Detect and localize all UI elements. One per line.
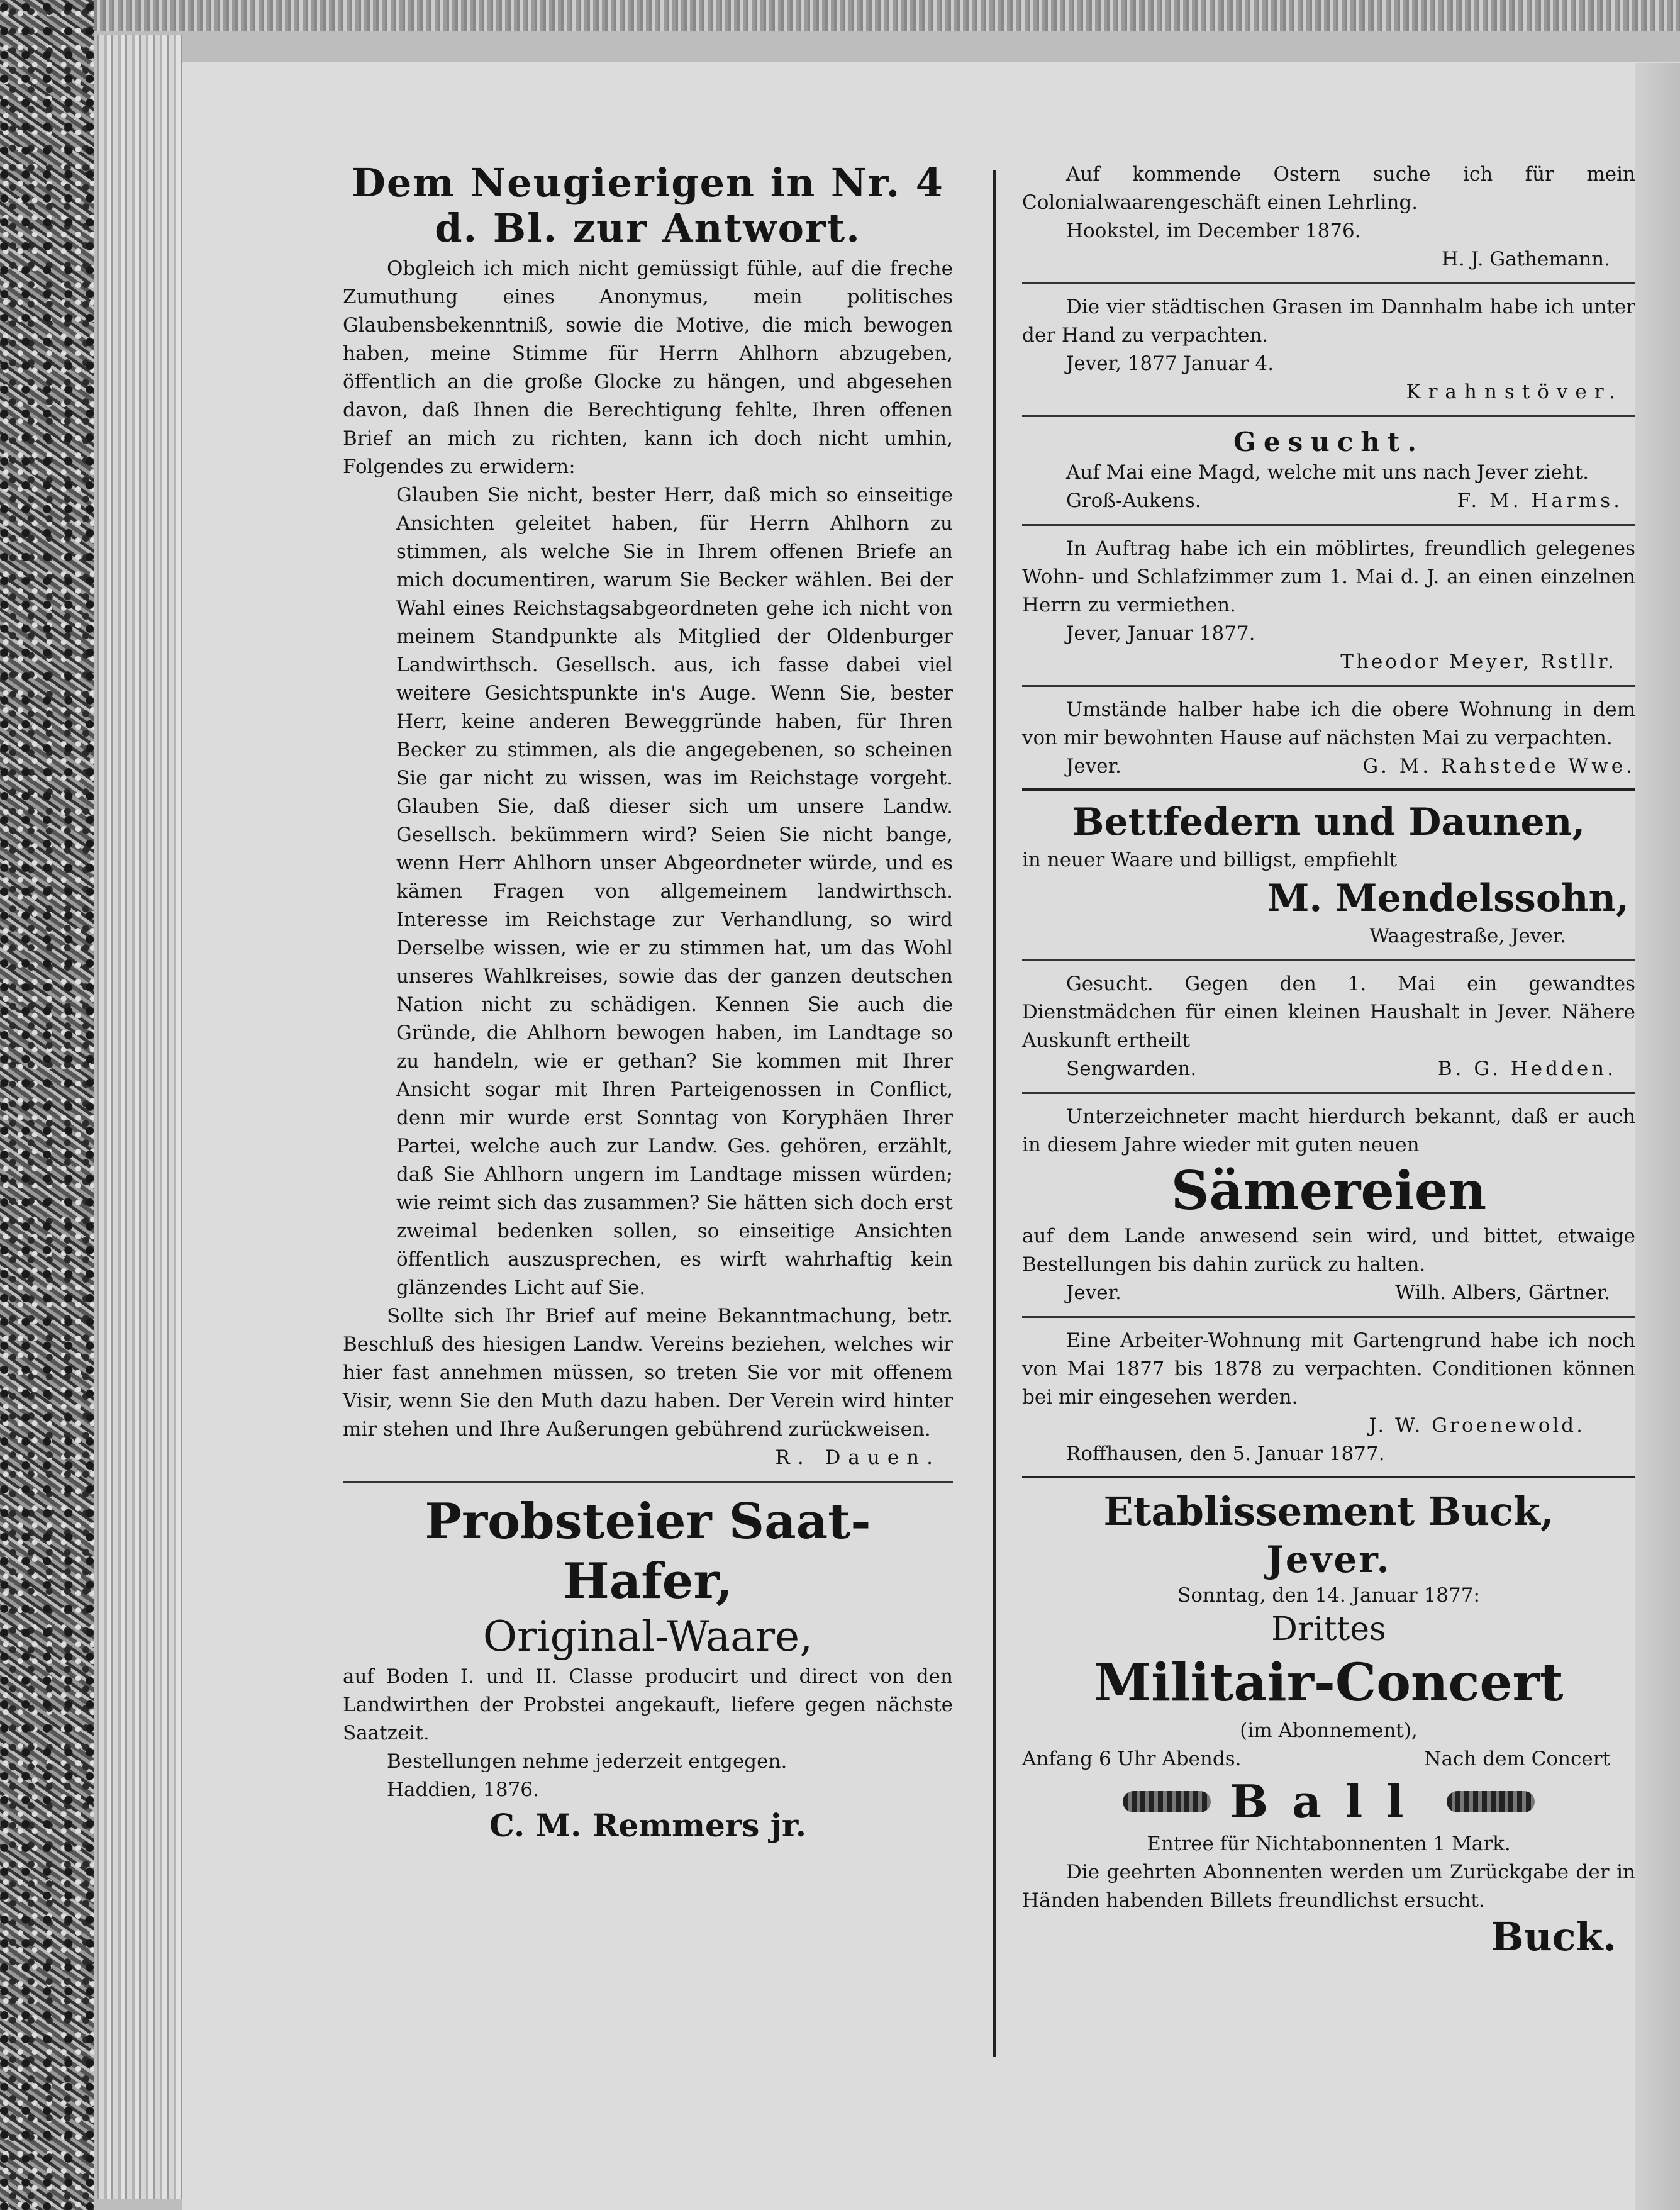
ad-worker-flat-place: Roffhausen, den 5. Januar 1877. <box>1066 1443 1385 1465</box>
divider <box>1022 415 1635 417</box>
ad-oats-orders: Bestellungen nehme jederzeit entgegen. <box>387 1750 787 1773</box>
ad-concert-subscription: (im Abonnement), <box>1240 1719 1418 1742</box>
ad-oats-title2: Hafer, <box>563 1553 733 1610</box>
ad-servant-signature: B. G. Hedden. <box>1437 1058 1616 1080</box>
ad-concert-ball-banner <box>1022 1773 1635 1830</box>
ad-servant-place: Sengwarden. <box>1066 1058 1197 1080</box>
ad-worker-flat-text: Eine Arbeiter-Wohnung mit Gartengrund habe ich noch von Mai 1877 bis 1878 zu verpachten. Conditionen können bei mir eingesehen werden. <box>1022 1329 1635 1409</box>
ad-flat-place: Jever. <box>1066 755 1121 778</box>
article-headline-line2: d. Bl. zur Antwort. <box>435 205 861 251</box>
ad-maid-signature: F. M. Harms. <box>1457 489 1623 512</box>
divider <box>1022 524 1635 526</box>
divider <box>1022 959 1635 961</box>
marbled-book-cover <box>0 0 94 2210</box>
ad-room <box>1022 535 1635 676</box>
article-closing: Sollte sich Ihr Brief auf meine Bekanntmachung, betr. Beschluß des hiesigen Landw. Vereins beziehen, welches wir hier fast annehmen müssen, so treten Sie vor mit offenem Visir, wenn Sie den Muth dazu haben. Der Verein wird hinter mir stehen und Ihre Außerungen gebührend zurückweisen. <box>343 1305 953 1441</box>
ad-concert <box>1022 1486 1635 1959</box>
ad-concert-note: Die geehrten Abonnenten werden um Zurückgabe der in Händen habenden Billets freundlichst ersucht. <box>1022 1861 1635 1912</box>
ad-seeds-intro: Unterzeichneter macht hierdurch bekannt, daß er auch in diesem Jahre wieder mit guten neuen <box>1022 1105 1635 1156</box>
ad-maid-place: Groß-Aukens. <box>1066 489 1201 512</box>
page-edges <box>97 35 182 2199</box>
ad-oats-text: auf Boden I. und II. Classe producirt und direct von den Landwirthen der Probstei angekauft, liefere gegen nächste Saatzeit. <box>343 1665 953 1744</box>
ad-concert-third: Drittes <box>1271 1610 1386 1648</box>
ad-seed-oats <box>343 1492 953 1847</box>
ad-oats-signature: C. M. Remmers jr. <box>489 1807 807 1844</box>
ad-meadows <box>1022 293 1635 406</box>
article-signature: R. Dauen. <box>775 1446 940 1469</box>
ad-apprentice-signature: H. J. Gathemann. <box>1441 248 1610 271</box>
ad-concert-after: Nach dem Concert <box>1424 1748 1610 1770</box>
ad-concert-signature: Buck. <box>1491 1914 1616 1960</box>
ad-flat-signature: G. M. Rahstede Wwe. <box>1362 755 1635 778</box>
ad-meadows-signature: Krahnstöver. <box>1406 381 1623 403</box>
ad-concert-town: Jever. <box>1266 1538 1391 1581</box>
ad-flat <box>1022 696 1635 781</box>
ad-feathers-text: in neuer Waare und billigst, empfiehlt <box>1022 849 1398 871</box>
ad-servant-text: Gesucht. Gegen den 1. Mai ein gewandtes Dienstmädchen für einen kleinen Haushalt in Jever. Nähere Auskunft ertheilt <box>1022 973 1635 1052</box>
right-column <box>1022 160 1635 1959</box>
ad-maid-title: Gesucht. <box>1233 427 1424 457</box>
ad-apprentice <box>1022 160 1635 274</box>
ad-feathers-title: Bettfedern und Daunen, <box>1072 800 1586 844</box>
ad-concert-entry: Entree für Nichtabonnenten 1 Mark. <box>1147 1833 1511 1855</box>
ad-worker-flat <box>1022 1327 1635 1468</box>
ad-seeds-signature: Wilh. Albers, Gärtner. <box>1395 1281 1610 1304</box>
ad-maid-text: Auf Mai eine Magd, welche mit uns nach Jever zieht. <box>1066 461 1589 484</box>
ad-concert-start: Anfang 6 Uhr Abends. <box>1022 1748 1242 1770</box>
ad-feathers <box>1022 798 1635 951</box>
ad-seeds-title: Sämereien <box>1171 1159 1487 1222</box>
ad-concert-date: Sonntag, den 14. Januar 1877: <box>1177 1584 1480 1607</box>
divider <box>1022 788 1635 791</box>
ad-concert-event: Militair-Concert <box>1094 1653 1564 1713</box>
ad-maid <box>1022 426 1635 515</box>
ad-worker-flat-signature: J. W. Groenewold. <box>1369 1414 1585 1437</box>
ornament-right-icon <box>1447 1791 1535 1812</box>
ad-concert-title: Etablissement Buck, <box>1103 1488 1554 1534</box>
ad-meadows-place: Jever, 1877 Januar 4. <box>1066 352 1274 375</box>
left-column <box>343 160 953 1847</box>
article-headline-line1: Dem Neugierigen in Nr. 4 <box>352 160 944 206</box>
ad-concert-ball: Ball <box>1230 1775 1428 1828</box>
article-quote: Glauben Sie nicht, bester Herr, daß mich so einseitige Ansichten geleitet haben, für Herrn Ahlhorn zu stimmen, als welche Sie in Ihrem offenen Briefe an mich documentiren, warum Sie Becker wählen. Bei der Wahl eines Reichstagsabgeordneten gehe ich nicht von meinem Standpunkte als Mitglied der Oldenburger Landwirthsch. Gesellsch. aus, ich fasse dabei viel weitere Gesichtspunkte in's Auge. Wenn Sie, bester Herr, keine anderen Beweggründe haben, für Ihren Becker zu stimmen, als die angegebenen, so scheinen Sie gar nicht zu wissen, was im Reichstage vorgeht. Glauben Sie, daß dieser sich um unsere Landw. Gesellsch. bekümmern wird? Seien Sie nicht bange, wenn Herr Ahlhorn unser Abgeordneter würde, und es kämen Fragen von allgemeinem landwirthsch. Interesse im Reichstage zur Verhandlung, so wird Derselbe wissen, wie er zu stimmen hat, um das Wohl unseres Wahlkreises, sowie das der ganzen deutschen Nation nicht zu schädigen. Kennen Sie auch die Gründe, die Ahlhorn bewogen haben, im Landtage so zu handeln, wie er gethan? Sie kommen mit Ihrer Ansicht sogar mit Ihren Parteigenossen in Conflict, denn mir wurde erst Sonntag von Koryphäen Ihrer Partei, welche auch zur Landw. Ges. gehören, erzählt, daß Sie Ahlhorn ungern im Landtage missen würden; wie reimt sich das zusammen? Sie hätten sich doch erst zweimal bedenken sollen, so einseitige Ansichten öffentlich auszusprechen, es wirft wahrhaftig kein glänzendes Licht auf Sie. <box>396 484 953 1299</box>
ad-room-text: In Auftrag habe ich ein möblirtes, freundlich gelegenes Wohn- und Schlafzimmer zum 1. Mai d. J. an einen einzelnen Herrn zu vermiethen. <box>1022 537 1635 617</box>
divider <box>1022 1316 1635 1318</box>
divider <box>343 1481 953 1483</box>
ornament-left-icon <box>1123 1791 1211 1812</box>
column-rule <box>993 170 996 2057</box>
article-intro: Obgleich ich mich nicht gemüssigt fühle, auf die freche Zumuthung eines Anonymus, mein politisches Glaubensbekenntniß, sowie die Motive, die mich bewogen haben, meine Stimme für Herrn Ahlhorn abzugeben, öffentlich an die große Glocke zu hängen, und abgesehen davon, daß Ihnen die Berechtigung fehlte, Ihren offenen Brief an mich zu richten, kann ich doch nicht umhin, Folgendes zu erwidern: <box>343 257 953 478</box>
ad-meadows-text: Die vier städtischen Grasen im Dannhalm habe ich unter der Hand zu verpachten. <box>1022 296 1635 347</box>
ad-oats-title1: Probsteier Saat- <box>425 1493 871 1550</box>
page-stack-top-edge <box>94 0 1680 35</box>
ad-feathers-address: Waagestraße, Jever. <box>1369 925 1566 947</box>
divider <box>1022 1092 1635 1094</box>
divider <box>1022 685 1635 687</box>
ad-room-place: Jever, Januar 1877. <box>1066 622 1255 645</box>
ad-oats-title3: Original-Waare, <box>482 1612 813 1661</box>
ad-feathers-name: M. Mendelssohn, <box>1267 876 1629 920</box>
ad-seeds-text: auf dem Lande anwesend sein wird, und bittet, etwaige Bestellungen bis dahin zurück zu halten. <box>1022 1225 1635 1276</box>
ad-flat-text: Umstände halber habe ich die obere Wohnung in dem von mir bewohnten Hause auf nächsten Mai zu verpachten. <box>1022 698 1635 749</box>
ad-apprentice-text: Auf kommende Ostern suche ich für mein Colonialwaarengeschäft einen Lehrling. <box>1022 163 1635 214</box>
ad-apprentice-place: Hookstel, im December 1876. <box>1066 220 1361 242</box>
divider <box>1022 1476 1635 1478</box>
ad-seeds-place: Jever. <box>1066 1281 1121 1304</box>
ad-servant <box>1022 970 1635 1083</box>
ad-seeds <box>1022 1103 1635 1307</box>
right-page-edge <box>1635 63 1680 2210</box>
ad-oats-place: Haddien, 1876. <box>387 1778 539 1801</box>
ad-room-signature: Theodor Meyer, Rstllr. <box>1340 650 1616 673</box>
divider <box>1022 282 1635 284</box>
